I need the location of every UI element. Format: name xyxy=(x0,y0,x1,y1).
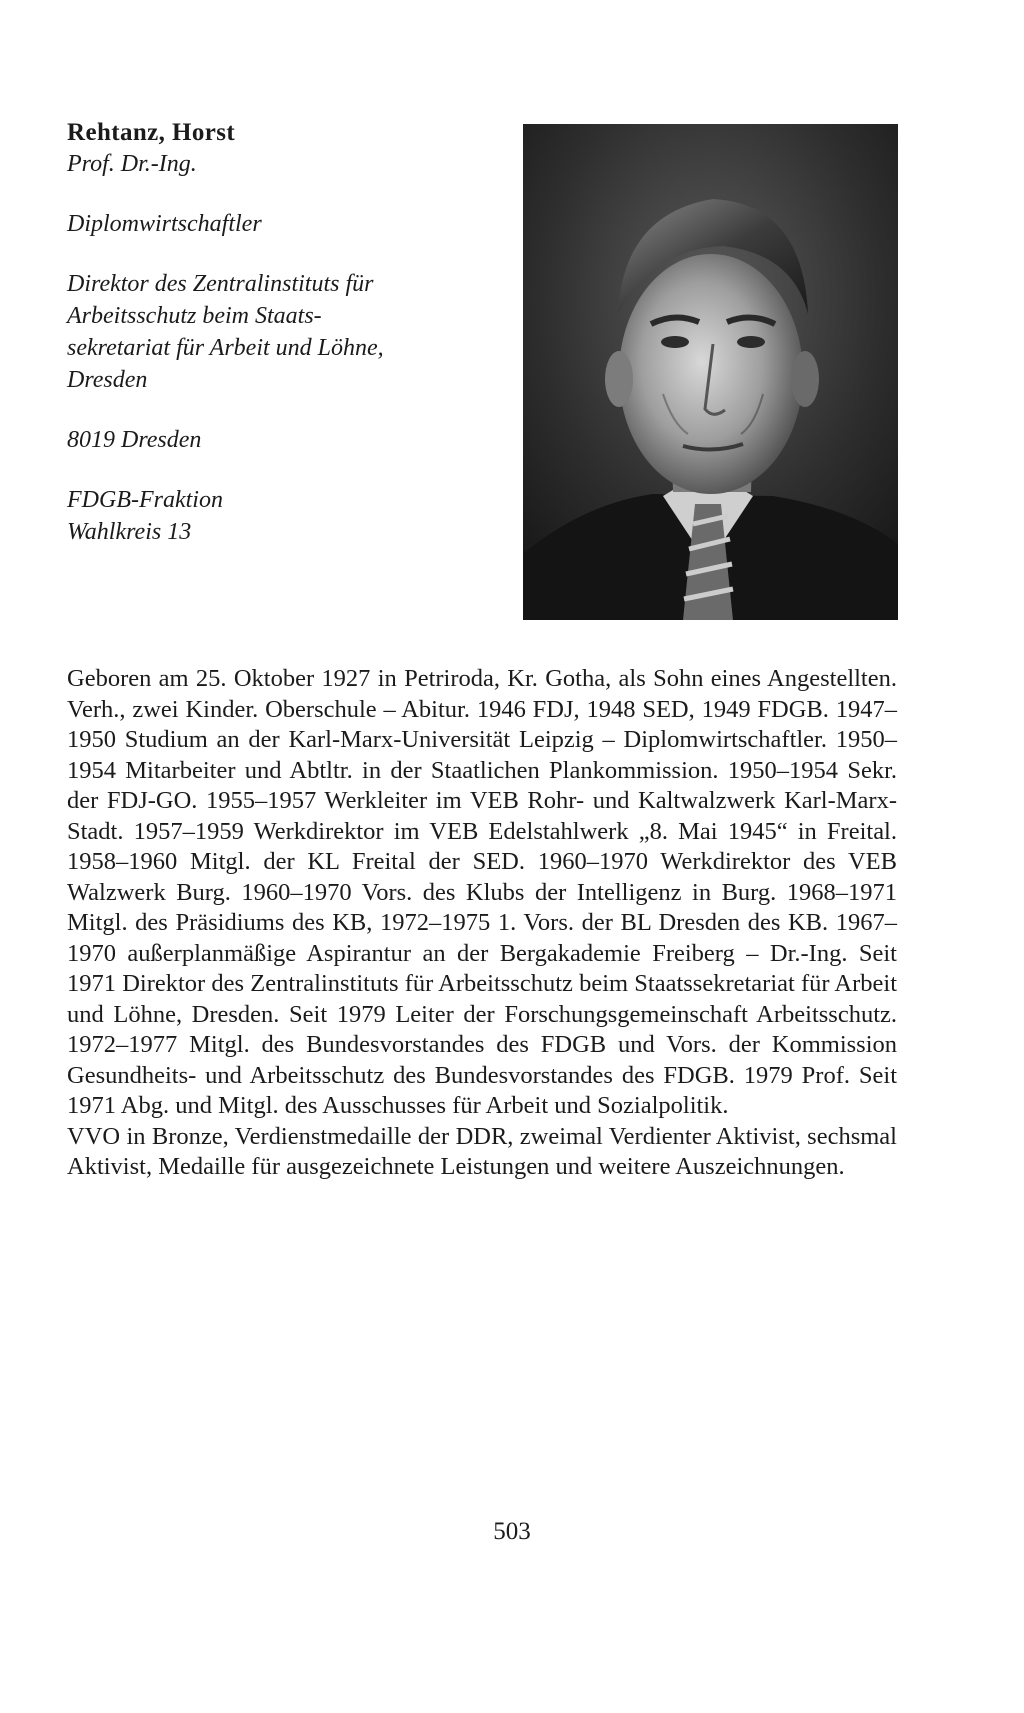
position-block xyxy=(67,268,507,396)
portrait-photo xyxy=(523,124,898,620)
faction-block xyxy=(67,484,507,548)
faction: FDGB-Fraktion xyxy=(67,487,223,513)
profession-block xyxy=(67,208,507,240)
position-line-2: Arbeitsschutz beim Staats- xyxy=(67,303,322,329)
profession: Diplomwirtschaftler xyxy=(67,211,262,237)
page-number: 503 xyxy=(493,1518,531,1545)
biography-paragraph-2: VVO in Bronze, Verdienstmedaille der DDR, zweimal Verdienter Aktivist, sechsmal Aktivist, Medaille für ausgezeichnete Leistungen und weitere Auszeichnungen. xyxy=(67,1122,897,1180)
position-line-3: sekretariat für Arbeit und Löhne, xyxy=(67,335,384,361)
address-block xyxy=(67,424,507,456)
position-line-1: Direktor des Zentralinstituts für xyxy=(67,271,374,297)
position-line-4: Dresden xyxy=(67,367,148,393)
person-name: Rehtanz, Horst xyxy=(67,119,236,146)
biography-paragraph-1: Geboren am 25. Oktober 1927 in Petriroda, Kr. Gotha, als Sohn eines Angestellten. Verh., zwei Kinder. Oberschule – Abitur. 1946 FDJ, 1948 SED, 1949 FDGB. 1947–1950 Studium an der Karl-Marx-Universität Leipzig – Diplomwirtschaftler. 1950–1954 Mitarbeiter und Abtltr. in der Staatlichen Plankommission. 1950–1954 Sekr. der FDJ-GO. 1955–1957 Werkleiter im VEB Rohr- und Kaltwalzwerk Karl-Marx-Stadt. 1957–1959 Werkdirektor im VEB Edelstahlwerk „8. Mai 1945“ in Freital. 1958–1960 Mitgl. der KL Freital der SED. 1960–1970 Werkdirektor des VEB Walzwerk Burg. 1960–1970 Vors. des Klubs der Intelligenz in Burg. 1968–1971 Mitgl. des Präsidiums des KB, 1972–1975 1. Vors. der BL Dresden des KB. 1967–1970 außerplanmäßige Aspirantur an der Bergakademie Freiberg – Dr.-Ing. Seit 1971 Direktor des Zentralinstituts für Arbeitsschutz beim Staatssekretariat für Arbeit und Löhne, Dresden. Seit 1979 Leiter der Forschungsgemeinschaft Arbeitsschutz. 1972–1977 Mitgl. des Bundesvorstandes des FDGB und Vors. der Kommission Gesundheits- und Arbeitsschutz des Bundesvorstandes des FDGB. 1979 Prof. Seit 1971 Abg. und Mitgl. des Ausschusses für Arbeit und Sozialpolitik. xyxy=(67,665,897,1119)
biography xyxy=(67,664,897,1183)
constituency: Wahlkreis 13 xyxy=(67,519,192,545)
entry-header xyxy=(67,118,507,548)
academic-title: Prof. Dr.-Ing. xyxy=(67,151,197,177)
address: 8019 Dresden xyxy=(67,427,202,453)
